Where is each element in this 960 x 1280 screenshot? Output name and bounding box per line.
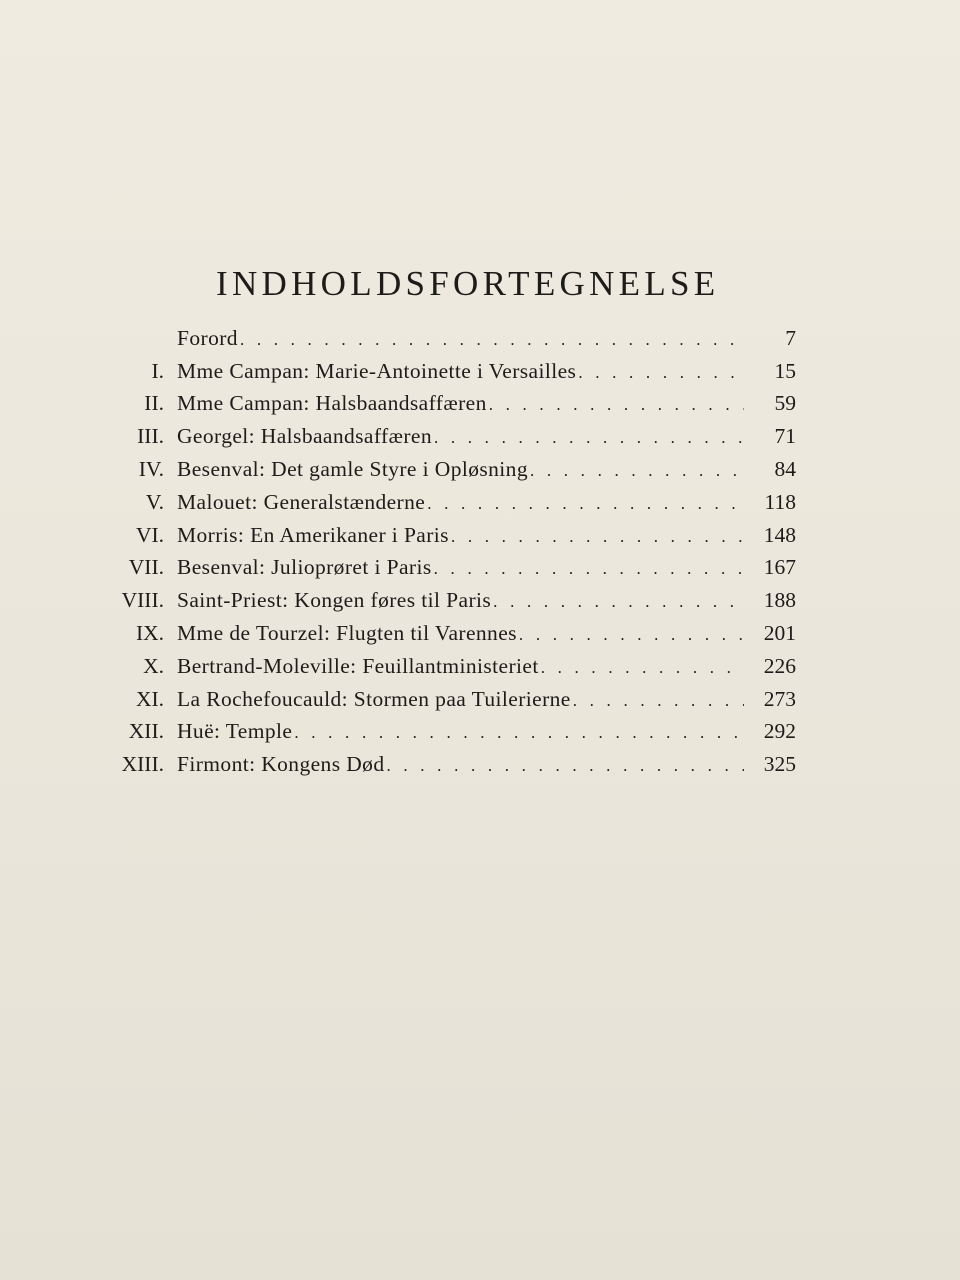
chapter-number: XIII. xyxy=(121,752,164,777)
toc-entry xyxy=(177,588,750,613)
page-number: 226 xyxy=(763,653,796,678)
chapter-title: Besenval: Julioprøret i Paris xyxy=(177,555,432,580)
chapter-title: Mme Campan: Marie-Antoinette i Versailles xyxy=(177,358,577,383)
toc-row-10 xyxy=(96,650,796,683)
toc-row-11 xyxy=(96,683,796,716)
dot-leader xyxy=(434,559,744,579)
page-number: 188 xyxy=(763,588,796,613)
chapter-title: Georgel: Halsbaandsaffæren xyxy=(177,424,432,449)
chapter-title: Malouet: Generalstænderne xyxy=(177,489,426,514)
toc-entry xyxy=(177,752,750,777)
chapter-number: IV. xyxy=(138,457,164,482)
page-number: 148 xyxy=(763,522,796,547)
chapter-title: Besenval: Det gamle Styre i Opløsning xyxy=(177,457,528,482)
toc-entry xyxy=(177,490,750,515)
chapter-title: Mme de Tourzel: Flugten til Varennes xyxy=(177,621,517,646)
page-number: 59 xyxy=(774,391,796,416)
page-number: 292 xyxy=(763,719,796,744)
chapter-title: Firmont: Kongens Død xyxy=(177,752,385,777)
toc-entry xyxy=(177,687,750,712)
page-number: 84 xyxy=(774,457,796,482)
toc-row-4 xyxy=(96,453,796,486)
chapter-number: XI. xyxy=(135,686,164,711)
page-number: 201 xyxy=(763,621,796,646)
chapter-number: III. xyxy=(137,424,164,449)
dot-leader xyxy=(294,723,744,743)
dot-leader xyxy=(386,756,744,776)
page-number: 325 xyxy=(763,752,796,777)
chapter-number: IX. xyxy=(135,621,164,646)
chapter-title: Mme Campan: Halsbaandsaffæren xyxy=(177,391,487,416)
dot-leader xyxy=(541,658,744,678)
toc-row-forord xyxy=(96,322,796,355)
table-of-contents xyxy=(96,322,796,781)
toc-entry xyxy=(177,326,750,351)
dot-leader xyxy=(427,494,744,514)
toc-row-5 xyxy=(96,486,796,519)
toc-row-7 xyxy=(96,552,796,585)
dot-leader xyxy=(240,330,744,350)
page-number: 273 xyxy=(763,686,796,711)
chapter-number: XII. xyxy=(128,719,164,744)
dot-leader xyxy=(451,527,744,547)
toc-row-2 xyxy=(96,388,796,421)
chapter-title: Huë: Temple xyxy=(177,719,293,744)
page-number: 118 xyxy=(764,489,796,514)
dot-leader xyxy=(530,461,744,481)
toc-row-6 xyxy=(96,519,796,552)
chapter-number: II. xyxy=(144,391,164,416)
chapter-title: Bertrand-Moleville: Feuillantministeriet xyxy=(177,653,539,678)
toc-entry xyxy=(177,391,750,416)
toc-entry xyxy=(177,621,750,646)
toc-entry xyxy=(177,654,750,679)
page-number: 7 xyxy=(785,325,796,350)
chapter-number: VI. xyxy=(135,522,164,547)
chapter-number: V. xyxy=(145,489,164,514)
chapter-number: VIII. xyxy=(121,588,164,613)
dot-leader xyxy=(434,428,744,448)
toc-entry xyxy=(177,359,750,384)
toc-row-12 xyxy=(96,716,796,749)
toc-row-3 xyxy=(96,420,796,453)
page-title: INDHOLDSFORTEGNELSE xyxy=(216,264,720,303)
chapter-title: La Rochefoucauld: Stormen paa Tuilerierne xyxy=(177,686,571,711)
dot-leader xyxy=(493,592,744,612)
page-number: 71 xyxy=(774,424,796,449)
chapter-title: Morris: En Amerikaner i Paris xyxy=(177,522,449,547)
dot-leader xyxy=(573,691,744,711)
chapter-title: Forord xyxy=(177,325,238,350)
toc-row-8 xyxy=(96,584,796,617)
toc-entry xyxy=(177,555,750,580)
toc-row-13 xyxy=(96,748,796,781)
chapter-number: VII. xyxy=(128,555,164,580)
page-number: 15 xyxy=(774,358,796,383)
dot-leader xyxy=(489,395,744,415)
toc-row-1 xyxy=(96,355,796,388)
page-number: 167 xyxy=(763,555,796,580)
toc-entry xyxy=(177,457,750,482)
chapter-number: X. xyxy=(143,653,164,678)
dot-leader xyxy=(519,625,744,645)
dot-leader xyxy=(578,363,744,383)
toc-entry xyxy=(177,719,750,744)
chapter-number: I. xyxy=(151,358,164,383)
chapter-title: Saint-Priest: Kongen føres til Paris xyxy=(177,588,492,613)
toc-entry xyxy=(177,523,750,548)
toc-row-9 xyxy=(96,617,796,650)
toc-entry xyxy=(177,424,750,449)
